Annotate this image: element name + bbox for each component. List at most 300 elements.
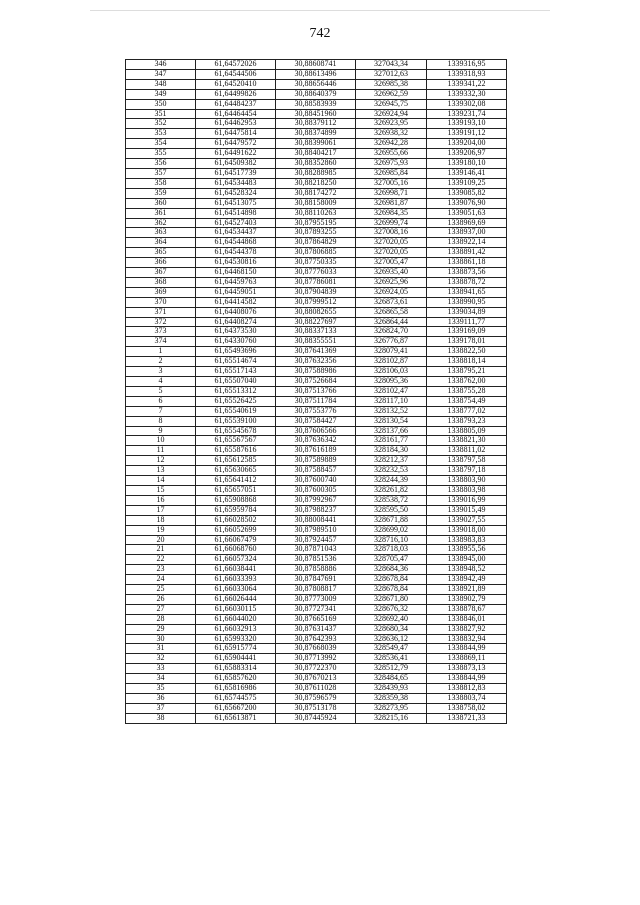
table-row — [126, 614, 507, 624]
latitude-cell: 61,64373530 — [196, 327, 276, 337]
table-row — [126, 287, 507, 297]
y-coordinate-cell: 1338797,58 — [427, 456, 507, 466]
y-coordinate-cell: 1339146,41 — [427, 168, 507, 178]
latitude-cell: 61,66026444 — [196, 594, 276, 604]
point-number-cell: 367 — [126, 268, 196, 278]
x-coordinate-cell: 328595,50 — [356, 505, 427, 515]
longitude-cell: 30,87847691 — [276, 575, 356, 585]
latitude-cell: 61,64513075 — [196, 198, 276, 208]
latitude-cell: 61,65641412 — [196, 476, 276, 486]
y-coordinate-cell: 1339027,55 — [427, 515, 507, 525]
table-row — [126, 129, 507, 139]
y-coordinate-cell: 1338873,56 — [427, 268, 507, 278]
point-number-cell: 16 — [126, 495, 196, 505]
y-coordinate-cell: 1339076,90 — [427, 198, 507, 208]
y-coordinate-cell: 1338990,95 — [427, 297, 507, 307]
y-coordinate-cell: 1338902,79 — [427, 594, 507, 604]
point-number-cell: 35 — [126, 684, 196, 694]
longitude-cell: 30,88352860 — [276, 159, 356, 169]
latitude-cell: 61,64468150 — [196, 268, 276, 278]
longitude-cell: 30,88288985 — [276, 168, 356, 178]
table-row — [126, 515, 507, 525]
longitude-cell: 30,88337133 — [276, 327, 356, 337]
latitude-cell: 61,64509382 — [196, 159, 276, 169]
x-coordinate-cell: 327008,16 — [356, 228, 427, 238]
x-coordinate-cell: 328106,03 — [356, 367, 427, 377]
x-coordinate-cell: 327005,47 — [356, 258, 427, 268]
y-coordinate-cell: 1339034,89 — [427, 307, 507, 317]
y-coordinate-cell: 1339206,97 — [427, 149, 507, 159]
table-row — [126, 367, 507, 377]
y-coordinate-cell: 1339302,08 — [427, 99, 507, 109]
longitude-cell: 30,87526684 — [276, 377, 356, 387]
longitude-cell: 30,88227697 — [276, 317, 356, 327]
y-coordinate-cell: 1338803,74 — [427, 694, 507, 704]
point-number-cell: 372 — [126, 317, 196, 327]
y-coordinate-cell: 1338941,65 — [427, 287, 507, 297]
longitude-cell: 30,87924457 — [276, 535, 356, 545]
latitude-cell: 61,64572026 — [196, 60, 276, 70]
y-coordinate-cell: 1339111,77 — [427, 317, 507, 327]
point-number-cell: 357 — [126, 168, 196, 178]
longitude-cell: 30,87596579 — [276, 694, 356, 704]
point-number-cell: 350 — [126, 99, 196, 109]
point-number-cell: 7 — [126, 406, 196, 416]
point-number-cell: 24 — [126, 575, 196, 585]
longitude-cell: 30,87904839 — [276, 287, 356, 297]
latitude-cell: 61,65540619 — [196, 406, 276, 416]
table-row — [126, 159, 507, 169]
x-coordinate-cell: 326985,84 — [356, 168, 427, 178]
point-number-cell: 5 — [126, 386, 196, 396]
latitude-cell: 61,64414582 — [196, 297, 276, 307]
longitude-cell: 30,87999512 — [276, 297, 356, 307]
x-coordinate-cell: 326923,95 — [356, 119, 427, 129]
x-coordinate-cell: 326985,38 — [356, 79, 427, 89]
y-coordinate-cell: 1339016,99 — [427, 495, 507, 505]
longitude-cell: 30,87588986 — [276, 367, 356, 377]
latitude-cell: 61,64330760 — [196, 337, 276, 347]
latitude-cell: 61,65816986 — [196, 684, 276, 694]
longitude-cell: 30,87727341 — [276, 604, 356, 614]
table-row — [126, 545, 507, 555]
y-coordinate-cell: 1339332,30 — [427, 89, 507, 99]
y-coordinate-cell: 1338955,56 — [427, 545, 507, 555]
y-coordinate-cell: 1338844,99 — [427, 674, 507, 684]
x-coordinate-cell: 328538,72 — [356, 495, 427, 505]
y-coordinate-cell: 1338969,69 — [427, 218, 507, 228]
table-row — [126, 317, 507, 327]
x-coordinate-cell: 328439,93 — [356, 684, 427, 694]
latitude-cell: 61,66068760 — [196, 545, 276, 555]
longitude-cell: 30,87851536 — [276, 555, 356, 565]
latitude-cell: 61,66044020 — [196, 614, 276, 624]
table-row — [126, 555, 507, 565]
y-coordinate-cell: 1338803,90 — [427, 476, 507, 486]
point-number-cell: 369 — [126, 287, 196, 297]
latitude-cell: 61,66052699 — [196, 525, 276, 535]
x-coordinate-cell: 326925,96 — [356, 277, 427, 287]
point-number-cell: 1 — [126, 347, 196, 357]
y-coordinate-cell: 1338983,83 — [427, 535, 507, 545]
table-row — [126, 149, 507, 159]
longitude-cell: 30,87806885 — [276, 248, 356, 258]
table-row — [126, 585, 507, 595]
table-row — [126, 69, 507, 79]
point-number-cell: 36 — [126, 694, 196, 704]
table-row — [126, 188, 507, 198]
x-coordinate-cell: 328102,47 — [356, 386, 427, 396]
point-number-cell: 27 — [126, 604, 196, 614]
longitude-cell: 30,87808817 — [276, 585, 356, 595]
point-number-cell: 353 — [126, 129, 196, 139]
point-number-cell: 373 — [126, 327, 196, 337]
point-number-cell: 355 — [126, 149, 196, 159]
point-number-cell: 26 — [126, 594, 196, 604]
x-coordinate-cell: 326864,44 — [356, 317, 427, 327]
x-coordinate-cell: 328678,84 — [356, 575, 427, 585]
table-row — [126, 565, 507, 575]
x-coordinate-cell: 328137,66 — [356, 426, 427, 436]
longitude-cell: 30,87636342 — [276, 436, 356, 446]
point-number-cell: 33 — [126, 664, 196, 674]
latitude-cell: 61,66030115 — [196, 604, 276, 614]
point-number-cell: 361 — [126, 208, 196, 218]
table-row — [126, 654, 507, 664]
table-row — [126, 505, 507, 515]
point-number-cell: 352 — [126, 119, 196, 129]
table-row — [126, 713, 507, 723]
table-row — [126, 594, 507, 604]
y-coordinate-cell: 1338795,21 — [427, 367, 507, 377]
x-coordinate-cell: 327020,05 — [356, 248, 427, 258]
longitude-cell: 30,88218250 — [276, 178, 356, 188]
y-coordinate-cell: 1339085,82 — [427, 188, 507, 198]
latitude-cell: 61,65517143 — [196, 367, 276, 377]
y-coordinate-cell: 1339109,25 — [427, 178, 507, 188]
y-coordinate-cell: 1338811,02 — [427, 446, 507, 456]
longitude-cell: 30,87600740 — [276, 476, 356, 486]
point-number-cell: 11 — [126, 446, 196, 456]
latitude-cell: 61,64528324 — [196, 188, 276, 198]
x-coordinate-cell: 328678,84 — [356, 585, 427, 595]
y-coordinate-cell: 1338755,28 — [427, 386, 507, 396]
longitude-cell: 30,88583939 — [276, 99, 356, 109]
table-row — [126, 604, 507, 614]
y-coordinate-cell: 1338721,33 — [427, 713, 507, 723]
longitude-cell: 30,87989510 — [276, 525, 356, 535]
x-coordinate-cell: 328680,34 — [356, 624, 427, 634]
table-row — [126, 139, 507, 149]
table-row — [126, 664, 507, 674]
longitude-cell: 30,87511784 — [276, 396, 356, 406]
table-row — [126, 476, 507, 486]
table-row — [126, 634, 507, 644]
y-coordinate-cell: 1338873,13 — [427, 664, 507, 674]
latitude-cell: 61,64520410 — [196, 79, 276, 89]
latitude-cell: 61,64544378 — [196, 248, 276, 258]
latitude-cell: 61,65514674 — [196, 357, 276, 367]
x-coordinate-cell: 328705,47 — [356, 555, 427, 565]
table-row — [126, 218, 507, 228]
x-coordinate-cell: 326998,71 — [356, 188, 427, 198]
y-coordinate-cell: 1338758,02 — [427, 703, 507, 713]
longitude-cell: 30,87445924 — [276, 713, 356, 723]
latitude-cell: 61,65959784 — [196, 505, 276, 515]
table-row — [126, 416, 507, 426]
x-coordinate-cell: 326942,28 — [356, 139, 427, 149]
x-coordinate-cell: 328699,02 — [356, 525, 427, 535]
point-number-cell: 356 — [126, 159, 196, 169]
table-row — [126, 446, 507, 456]
x-coordinate-cell: 328095,36 — [356, 377, 427, 387]
latitude-cell: 61,64544506 — [196, 69, 276, 79]
table-row — [126, 327, 507, 337]
table-row — [126, 109, 507, 119]
point-number-cell: 31 — [126, 644, 196, 654]
table-row — [126, 377, 507, 387]
longitude-cell: 30,88008441 — [276, 515, 356, 525]
latitude-cell: 61,64459763 — [196, 277, 276, 287]
point-number-cell: 359 — [126, 188, 196, 198]
table-row — [126, 79, 507, 89]
table-row — [126, 277, 507, 287]
latitude-cell: 61,65507040 — [196, 377, 276, 387]
longitude-cell: 30,87589889 — [276, 456, 356, 466]
longitude-cell: 30,87864829 — [276, 238, 356, 248]
latitude-cell: 61,65883314 — [196, 664, 276, 674]
longitude-cell: 30,87631437 — [276, 624, 356, 634]
latitude-cell: 61,65567567 — [196, 436, 276, 446]
latitude-cell: 61,64530816 — [196, 258, 276, 268]
latitude-cell: 61,65613871 — [196, 713, 276, 723]
point-number-cell: 347 — [126, 69, 196, 79]
latitude-cell: 61,66033393 — [196, 575, 276, 585]
point-number-cell: 368 — [126, 277, 196, 287]
page-number: 742 — [309, 26, 331, 41]
point-number-cell: 23 — [126, 565, 196, 575]
y-coordinate-cell: 1339193,10 — [427, 119, 507, 129]
y-coordinate-cell: 1338942,49 — [427, 575, 507, 585]
longitude-cell: 30,88355551 — [276, 337, 356, 347]
point-number-cell: 22 — [126, 555, 196, 565]
longitude-cell: 30,87988237 — [276, 505, 356, 515]
longitude-cell: 30,88451960 — [276, 109, 356, 119]
latitude-cell: 61,65993320 — [196, 634, 276, 644]
point-number-cell: 14 — [126, 476, 196, 486]
point-number-cell: 17 — [126, 505, 196, 515]
table-row — [126, 406, 507, 416]
point-number-cell: 29 — [126, 624, 196, 634]
table-row — [126, 694, 507, 704]
table-row — [126, 466, 507, 476]
table-row — [126, 89, 507, 99]
y-coordinate-cell: 1338822,50 — [427, 347, 507, 357]
x-coordinate-cell: 328102,87 — [356, 357, 427, 367]
longitude-cell: 30,88608741 — [276, 60, 356, 70]
point-number-cell: 362 — [126, 218, 196, 228]
x-coordinate-cell: 326935,40 — [356, 268, 427, 278]
x-coordinate-cell: 328215,16 — [356, 713, 427, 723]
point-number-cell: 8 — [126, 416, 196, 426]
y-coordinate-cell: 1339316,95 — [427, 60, 507, 70]
longitude-cell: 30,87871043 — [276, 545, 356, 555]
table-row — [126, 258, 507, 268]
point-number-cell: 12 — [126, 456, 196, 466]
table-row — [126, 624, 507, 634]
point-number-cell: 18 — [126, 515, 196, 525]
table-row — [126, 268, 507, 278]
x-coordinate-cell: 328130,54 — [356, 416, 427, 426]
x-coordinate-cell: 328512,79 — [356, 664, 427, 674]
longitude-cell: 30,88174272 — [276, 188, 356, 198]
longitude-cell: 30,87642393 — [276, 634, 356, 644]
y-coordinate-cell: 1339180,10 — [427, 159, 507, 169]
longitude-cell: 30,87955195 — [276, 218, 356, 228]
y-coordinate-cell: 1338869,11 — [427, 654, 507, 664]
coordinates-table — [125, 59, 507, 724]
longitude-cell: 30,87858886 — [276, 565, 356, 575]
x-coordinate-cell: 328692,40 — [356, 614, 427, 624]
longitude-cell: 30,87553776 — [276, 406, 356, 416]
latitude-cell: 61,64484237 — [196, 99, 276, 109]
point-number-cell: 30 — [126, 634, 196, 644]
point-number-cell: 6 — [126, 396, 196, 406]
point-number-cell: 19 — [126, 525, 196, 535]
point-number-cell: 348 — [126, 79, 196, 89]
y-coordinate-cell: 1338891,42 — [427, 248, 507, 258]
y-coordinate-cell: 1338948,52 — [427, 565, 507, 575]
longitude-cell: 30,87665169 — [276, 614, 356, 624]
longitude-cell: 30,88082655 — [276, 307, 356, 317]
latitude-cell: 61,65630665 — [196, 466, 276, 476]
x-coordinate-cell: 326924,94 — [356, 109, 427, 119]
longitude-cell: 30,87670213 — [276, 674, 356, 684]
x-coordinate-cell: 328671,88 — [356, 515, 427, 525]
x-coordinate-cell: 326984,35 — [356, 208, 427, 218]
point-number-cell: 4 — [126, 377, 196, 387]
latitude-cell: 61,65539100 — [196, 416, 276, 426]
x-coordinate-cell: 328359,38 — [356, 694, 427, 704]
latitude-cell: 61,65857620 — [196, 674, 276, 684]
table-row — [126, 426, 507, 436]
latitude-cell: 61,64534437 — [196, 228, 276, 238]
point-number-cell: 351 — [126, 109, 196, 119]
latitude-cell: 61,65908868 — [196, 495, 276, 505]
latitude-cell: 61,64479572 — [196, 139, 276, 149]
x-coordinate-cell: 328273,95 — [356, 703, 427, 713]
y-coordinate-cell: 1338754,49 — [427, 396, 507, 406]
longitude-cell: 30,87893255 — [276, 228, 356, 238]
point-number-cell: 349 — [126, 89, 196, 99]
latitude-cell: 61,65915774 — [196, 644, 276, 654]
latitude-cell: 61,64464454 — [196, 109, 276, 119]
y-coordinate-cell: 1338805,09 — [427, 426, 507, 436]
latitude-cell: 61,65513312 — [196, 386, 276, 396]
table-row — [126, 248, 507, 258]
x-coordinate-cell: 328261,82 — [356, 485, 427, 495]
y-coordinate-cell: 1338762,00 — [427, 377, 507, 387]
longitude-cell: 30,87606566 — [276, 426, 356, 436]
x-coordinate-cell: 328212,37 — [356, 456, 427, 466]
y-coordinate-cell: 1338818,14 — [427, 357, 507, 367]
y-coordinate-cell: 1339178,01 — [427, 337, 507, 347]
point-number-cell: 13 — [126, 466, 196, 476]
table-row — [126, 485, 507, 495]
longitude-cell: 30,87588457 — [276, 466, 356, 476]
latitude-cell: 61,64459051 — [196, 287, 276, 297]
x-coordinate-cell: 328244,39 — [356, 476, 427, 486]
x-coordinate-cell: 328676,32 — [356, 604, 427, 614]
point-number-cell: 15 — [126, 485, 196, 495]
latitude-cell: 61,64462953 — [196, 119, 276, 129]
longitude-cell: 30,87632356 — [276, 357, 356, 367]
y-coordinate-cell: 1338812,83 — [427, 684, 507, 694]
longitude-cell: 30,87513766 — [276, 386, 356, 396]
latitude-cell: 61,66067479 — [196, 535, 276, 545]
table-row — [126, 684, 507, 694]
longitude-cell: 30,87722370 — [276, 664, 356, 674]
point-number-cell: 364 — [126, 238, 196, 248]
point-number-cell: 374 — [126, 337, 196, 347]
latitude-cell: 61,65587616 — [196, 446, 276, 456]
point-number-cell: 21 — [126, 545, 196, 555]
longitude-cell: 30,87641369 — [276, 347, 356, 357]
longitude-cell: 30,87776033 — [276, 268, 356, 278]
y-coordinate-cell: 1339169,09 — [427, 327, 507, 337]
longitude-cell: 30,87616189 — [276, 446, 356, 456]
longitude-cell: 30,88399061 — [276, 139, 356, 149]
table-row — [126, 178, 507, 188]
table-row — [126, 525, 507, 535]
latitude-cell: 61,65545678 — [196, 426, 276, 436]
x-coordinate-cell: 328079,41 — [356, 347, 427, 357]
table-row — [126, 337, 507, 347]
latitude-cell: 61,65667200 — [196, 703, 276, 713]
table-row — [126, 386, 507, 396]
latitude-cell: 61,65744575 — [196, 694, 276, 704]
latitude-cell: 61,65612585 — [196, 456, 276, 466]
latitude-cell: 61,64517739 — [196, 168, 276, 178]
longitude-cell: 30,87750335 — [276, 258, 356, 268]
table-row — [126, 495, 507, 505]
table-row — [126, 60, 507, 70]
x-coordinate-cell: 327020,05 — [356, 238, 427, 248]
x-coordinate-cell: 326776,87 — [356, 337, 427, 347]
y-coordinate-cell: 1339015,49 — [427, 505, 507, 515]
y-coordinate-cell: 1338793,23 — [427, 416, 507, 426]
y-coordinate-cell: 1338803,98 — [427, 485, 507, 495]
table-row — [126, 307, 507, 317]
longitude-cell: 30,88656446 — [276, 79, 356, 89]
y-coordinate-cell: 1338878,67 — [427, 604, 507, 614]
latitude-cell: 61,64534483 — [196, 178, 276, 188]
y-coordinate-cell: 1339191,12 — [427, 129, 507, 139]
latitude-cell: 61,66038441 — [196, 565, 276, 575]
x-coordinate-cell: 328636,12 — [356, 634, 427, 644]
y-coordinate-cell: 1339318,93 — [427, 69, 507, 79]
y-coordinate-cell: 1339341,22 — [427, 79, 507, 89]
x-coordinate-cell: 328716,10 — [356, 535, 427, 545]
table-row — [126, 228, 507, 238]
y-coordinate-cell: 1338945,00 — [427, 555, 507, 565]
point-number-cell: 354 — [126, 139, 196, 149]
longitude-cell: 30,88158009 — [276, 198, 356, 208]
longitude-cell: 30,87668039 — [276, 644, 356, 654]
latitude-cell: 61,64527403 — [196, 218, 276, 228]
longitude-cell: 30,88404217 — [276, 149, 356, 159]
x-coordinate-cell: 326924,05 — [356, 287, 427, 297]
